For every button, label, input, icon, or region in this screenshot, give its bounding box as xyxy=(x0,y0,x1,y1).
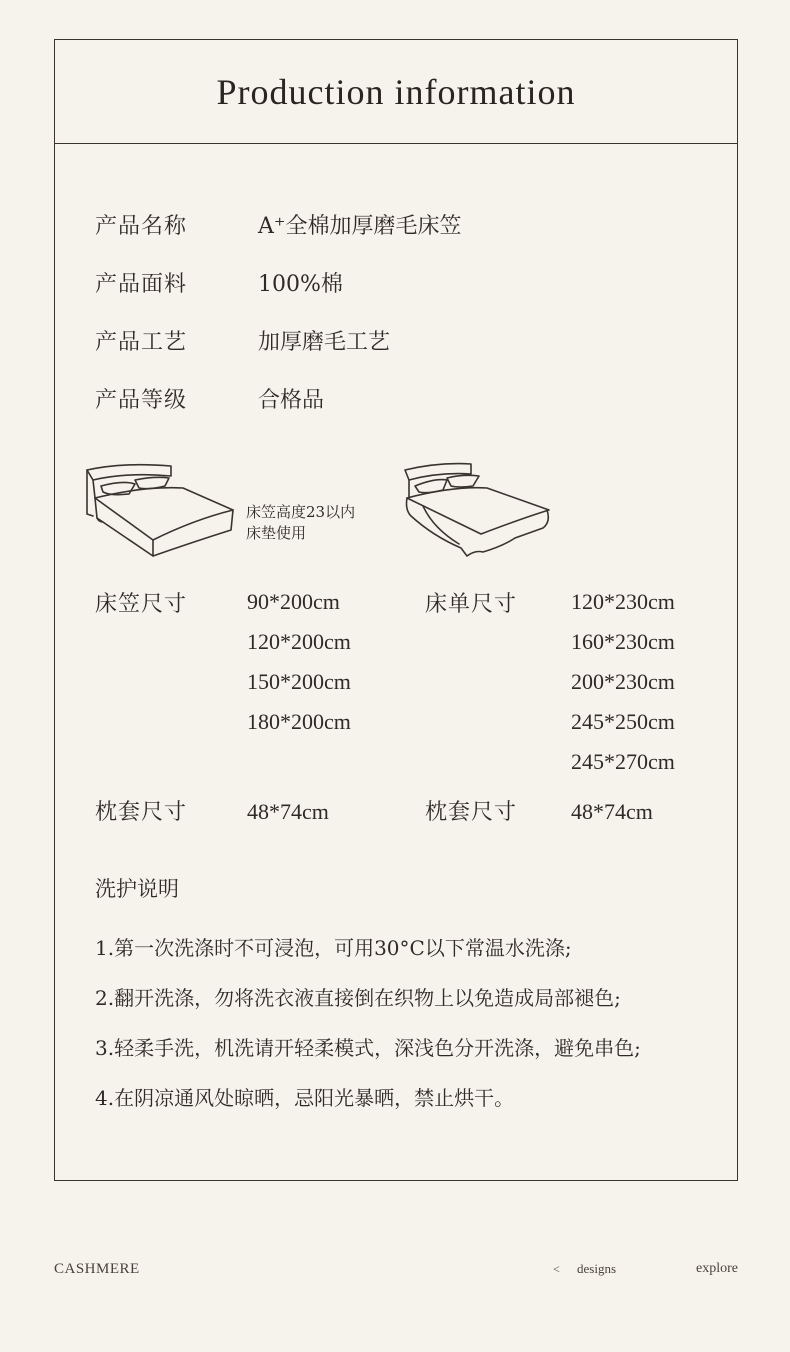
fitted-sheet-size: 180*200cm xyxy=(247,709,351,734)
care-instruction: 4.在阴凉通风处晾晒，忌阳光暴晒，禁止烘干。 xyxy=(95,1086,515,1110)
info-label: 产品工艺 xyxy=(95,330,188,355)
explore-link[interactable]: explore xyxy=(696,1261,738,1276)
page-title: Production information xyxy=(216,71,576,112)
fitted-sheet-size: 150*200cm xyxy=(247,669,351,694)
flat-sheet-bed-illustration xyxy=(403,458,553,558)
care-instruction: 2.翻开洗涤，勿将洗衣液直接倒在织物上以免造成局部褪色; xyxy=(95,986,621,1010)
flat-sheet-size-label: 床单尺寸 xyxy=(425,592,518,617)
info-row-fabric xyxy=(95,267,343,298)
product-info-card xyxy=(54,39,738,1181)
pillowcase-size: 48*74cm xyxy=(571,799,653,824)
fitted-sheet-bed-illustration xyxy=(83,458,243,558)
flat-sheet-size: 120*230cm xyxy=(571,589,675,614)
info-label: 产品面料 xyxy=(95,272,188,297)
care-title: 洗护说明 xyxy=(95,877,179,901)
fitted-sheet-size: 90*200cm xyxy=(247,589,340,614)
info-value: 加厚磨毛工艺 xyxy=(258,330,391,355)
flat-sheet-size: 160*230cm xyxy=(571,629,675,654)
flat-sheet-size: 245*250cm xyxy=(571,709,675,734)
bed-note-line: 床垫使用 xyxy=(246,524,307,542)
info-value: A⁺全棉加厚磨毛床笠 xyxy=(258,214,462,239)
info-label: 产品名称 xyxy=(95,214,188,239)
pillowcase-size: 48*74cm xyxy=(247,799,329,824)
bed-height-note xyxy=(246,502,355,544)
info-value: 100%棉 xyxy=(258,272,343,297)
flat-sheet-size: 200*230cm xyxy=(571,669,675,694)
info-row-grade xyxy=(95,383,324,414)
info-value: 合格品 xyxy=(258,388,325,413)
info-row-craft xyxy=(95,325,390,356)
chevron-left-icon[interactable]: < xyxy=(553,1262,560,1276)
flat-sheet-size: 245*270cm xyxy=(571,749,675,774)
info-label: 产品等级 xyxy=(95,388,188,413)
fitted-sheet-size: 120*200cm xyxy=(247,629,351,654)
care-instruction: 3.轻柔手洗，机洗请开轻柔模式，深浅色分开洗涤，避免串色; xyxy=(95,1036,641,1060)
designs-link[interactable]: designs xyxy=(577,1261,616,1276)
pillowcase-size-label: 枕套尺寸 xyxy=(425,800,518,825)
brand-logo: CASHMERE xyxy=(54,1261,140,1277)
bed-note-line: 床笠高度23以内 xyxy=(246,503,356,521)
fitted-sheet-size-label: 床笠尺寸 xyxy=(95,592,188,617)
card-header xyxy=(55,40,737,144)
pillowcase-size-label: 枕套尺寸 xyxy=(95,800,188,825)
info-row-name xyxy=(95,209,462,240)
care-instruction: 1.第一次洗涤时不可浸泡，可用30°C以下常温水洗涤; xyxy=(95,936,572,960)
